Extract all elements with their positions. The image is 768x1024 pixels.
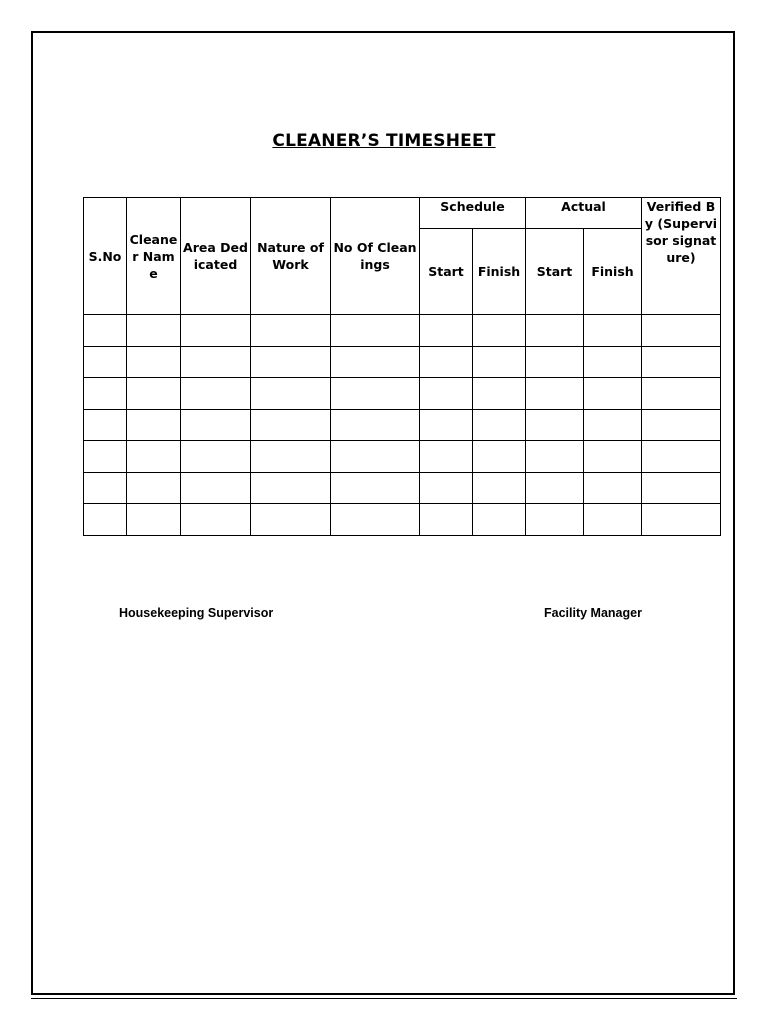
table-row [84,504,721,536]
table-cell [127,441,181,473]
table-cell [420,441,473,473]
table-cell [584,504,642,536]
table-row [84,441,721,473]
table-cell [251,441,331,473]
header-actual: Actual [526,198,642,229]
header-actual-start: Start [526,229,584,315]
table-cell [181,315,251,347]
table-cell [127,378,181,410]
table-cell [331,378,420,410]
table-row [84,409,721,441]
table-cell [420,315,473,347]
table-cell [642,409,721,441]
table-cell [84,472,127,504]
table-cell [84,346,127,378]
table-cell [473,346,526,378]
table-cell [181,346,251,378]
table-cell [473,441,526,473]
table-cell [331,315,420,347]
table-cell [642,378,721,410]
table-row [84,346,721,378]
table-cell [584,346,642,378]
table-cell [181,441,251,473]
header-schedule-finish: Finish [473,229,526,315]
table-cell [84,441,127,473]
header-verified-by: Verified By (Supervisor signature) [642,198,721,315]
table-cell [181,409,251,441]
table-cell [526,409,584,441]
table-cell [420,504,473,536]
table-cell [331,504,420,536]
table-cell [251,504,331,536]
table-cell [584,409,642,441]
table-cell [642,504,721,536]
table-cell [642,472,721,504]
table-cell [526,346,584,378]
page-title: CLEANER’S TIMESHEET [272,131,496,151]
table-cell [251,315,331,347]
table-cell [526,472,584,504]
table-cell [251,378,331,410]
table-cell [584,315,642,347]
table-cell [584,472,642,504]
table-cell [473,315,526,347]
table-cell [84,315,127,347]
table-cell [584,441,642,473]
table-cell [181,472,251,504]
table-cell [84,409,127,441]
table-cell [331,441,420,473]
table-cell [642,315,721,347]
table-cell [642,441,721,473]
timesheet-table [83,197,721,536]
table-cell [526,504,584,536]
table-cell [84,504,127,536]
table-row [84,315,721,347]
table-cell [251,346,331,378]
table-cell [526,315,584,347]
signature-housekeeping-supervisor: Housekeeping Supervisor [119,606,274,620]
bottom-rule [31,998,737,999]
table-cell [584,378,642,410]
header-sno: S.No [84,198,127,315]
table-cell [127,346,181,378]
table-cell [473,504,526,536]
table-cell [526,441,584,473]
table-body [84,315,721,536]
table-cell [251,472,331,504]
header-area-dedicated: Area Dedicated [181,198,251,315]
signature-facility-manager: Facility Manager [544,606,642,620]
table-cell [526,378,584,410]
table-cell [642,346,721,378]
table-cell [473,409,526,441]
header-actual-finish: Finish [584,229,642,315]
table-cell [331,346,420,378]
header-cleaner-name: Cleaner Name [127,198,181,315]
header-schedule: Schedule [420,198,526,229]
header-schedule-start: Start [420,229,473,315]
table-cell [420,472,473,504]
table-cell [127,315,181,347]
table-cell [420,378,473,410]
table-cell [251,409,331,441]
header-no-of-cleanings: No Of Cleanings [331,198,420,315]
table-cell [181,504,251,536]
table-cell [84,378,127,410]
table-cell [127,409,181,441]
header-nature-of-work: Nature of Work [251,198,331,315]
table-cell [420,409,473,441]
table-row [84,378,721,410]
table-cell [331,472,420,504]
table-cell [127,472,181,504]
table-cell [181,378,251,410]
table-cell [331,409,420,441]
table-cell [127,504,181,536]
table-row [84,472,721,504]
table-cell [420,346,473,378]
table-cell [473,378,526,410]
table-cell [473,472,526,504]
